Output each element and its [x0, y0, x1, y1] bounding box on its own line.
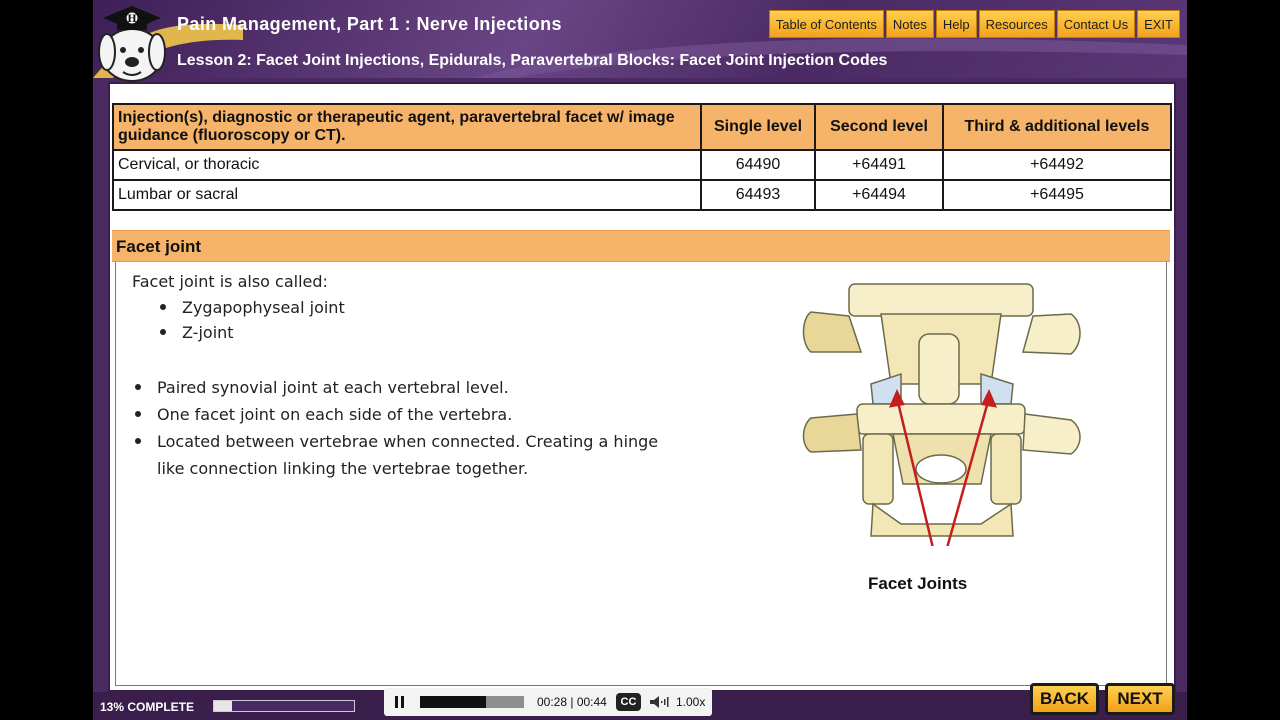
table-cell: +64491: [815, 150, 943, 180]
codes-table: [112, 103, 1172, 211]
audio-player-controls: [384, 688, 712, 716]
bullet-icon: [135, 384, 141, 390]
table-cell: +64494: [815, 180, 943, 210]
top-navigation: [769, 10, 1180, 38]
course-title: Pain Management, Part 1 : Nerve Injections: [177, 14, 562, 34]
bullet-icon: [135, 438, 141, 444]
bullet-icon: [160, 329, 166, 335]
table-cell: 64490: [701, 150, 815, 180]
alias-item: Zygapophyseal joint: [182, 298, 345, 317]
point-item: Located between vertebrae when connected. Creating a hinge: [157, 432, 659, 451]
facet-joint-heading-bar: [112, 230, 1170, 262]
slide-content: [108, 82, 1176, 692]
table-cell: 64493: [701, 180, 815, 210]
table-header-description: Injection(s), diagnostic or therapeutic agent, paravertebral facet w/ image guidance (fluoroscopy or CT).: [113, 104, 701, 150]
course-progress-fill: [214, 701, 232, 711]
point-item: One facet joint on each side of the vertebra.: [157, 405, 513, 424]
contact-us-button[interactable]: Contact Us: [1057, 10, 1135, 38]
closed-captions-icon[interactable]: CC: [616, 693, 641, 711]
header-banner: [93, 0, 1187, 78]
help-button[interactable]: Help: [936, 10, 977, 38]
table-cell: +64495: [943, 180, 1171, 210]
lesson-title: Lesson 2: Facet Joint Injections, Epidurals, Paravertebral Blocks: Facet Joint Injection Codes: [177, 52, 888, 69]
vertebrae-illustration: [801, 274, 1091, 546]
table-header-third-level: Third & additional levels: [943, 104, 1171, 150]
illustration-caption: Facet Joints: [868, 574, 968, 593]
volume-icon[interactable]: [650, 696, 670, 708]
seek-bar[interactable]: [420, 696, 524, 708]
bullet-icon: [160, 304, 166, 310]
alias-item: Z-joint: [182, 323, 234, 342]
mascot-logo: [95, 0, 169, 82]
facet-joint-title: Facet joint: [116, 237, 202, 256]
logo-letter: H: [127, 14, 137, 25]
progress-label: 13% COMPLETE: [100, 700, 195, 714]
point-item-continuation: like connection linking the vertebrae together.: [157, 459, 529, 478]
table-row: [113, 180, 1171, 210]
table-cell: +64492: [943, 150, 1171, 180]
pause-icon[interactable]: [395, 696, 405, 708]
course-player-window: [93, 0, 1187, 720]
table-header-row: [113, 104, 1171, 150]
time-display: 00:28 | 00:44: [537, 695, 607, 709]
notes-button[interactable]: Notes: [886, 10, 934, 38]
facet-intro-text: Facet joint is also called:: [132, 272, 328, 291]
table-cell: Cervical, or thoracic: [113, 150, 701, 180]
point-item: Paired synovial joint at each vertebral level.: [157, 378, 509, 397]
next-button[interactable]: NEXT: [1105, 683, 1175, 715]
bullet-icon: [135, 411, 141, 417]
table-of-contents-button[interactable]: Table of Contents: [769, 10, 884, 38]
back-button[interactable]: BACK: [1030, 683, 1099, 715]
table-header-second-level: Second level: [815, 104, 943, 150]
table-header-single-level: Single level: [701, 104, 815, 150]
seek-bar-fill: [420, 696, 486, 708]
facet-joint-panel: [115, 262, 1167, 686]
resources-button[interactable]: Resources: [979, 10, 1055, 38]
playback-speed[interactable]: 1.00x: [676, 695, 706, 709]
table-row: [113, 150, 1171, 180]
exit-button[interactable]: EXIT: [1137, 10, 1180, 38]
course-progress-bar: [213, 700, 355, 712]
table-cell: Lumbar or sacral: [113, 180, 701, 210]
